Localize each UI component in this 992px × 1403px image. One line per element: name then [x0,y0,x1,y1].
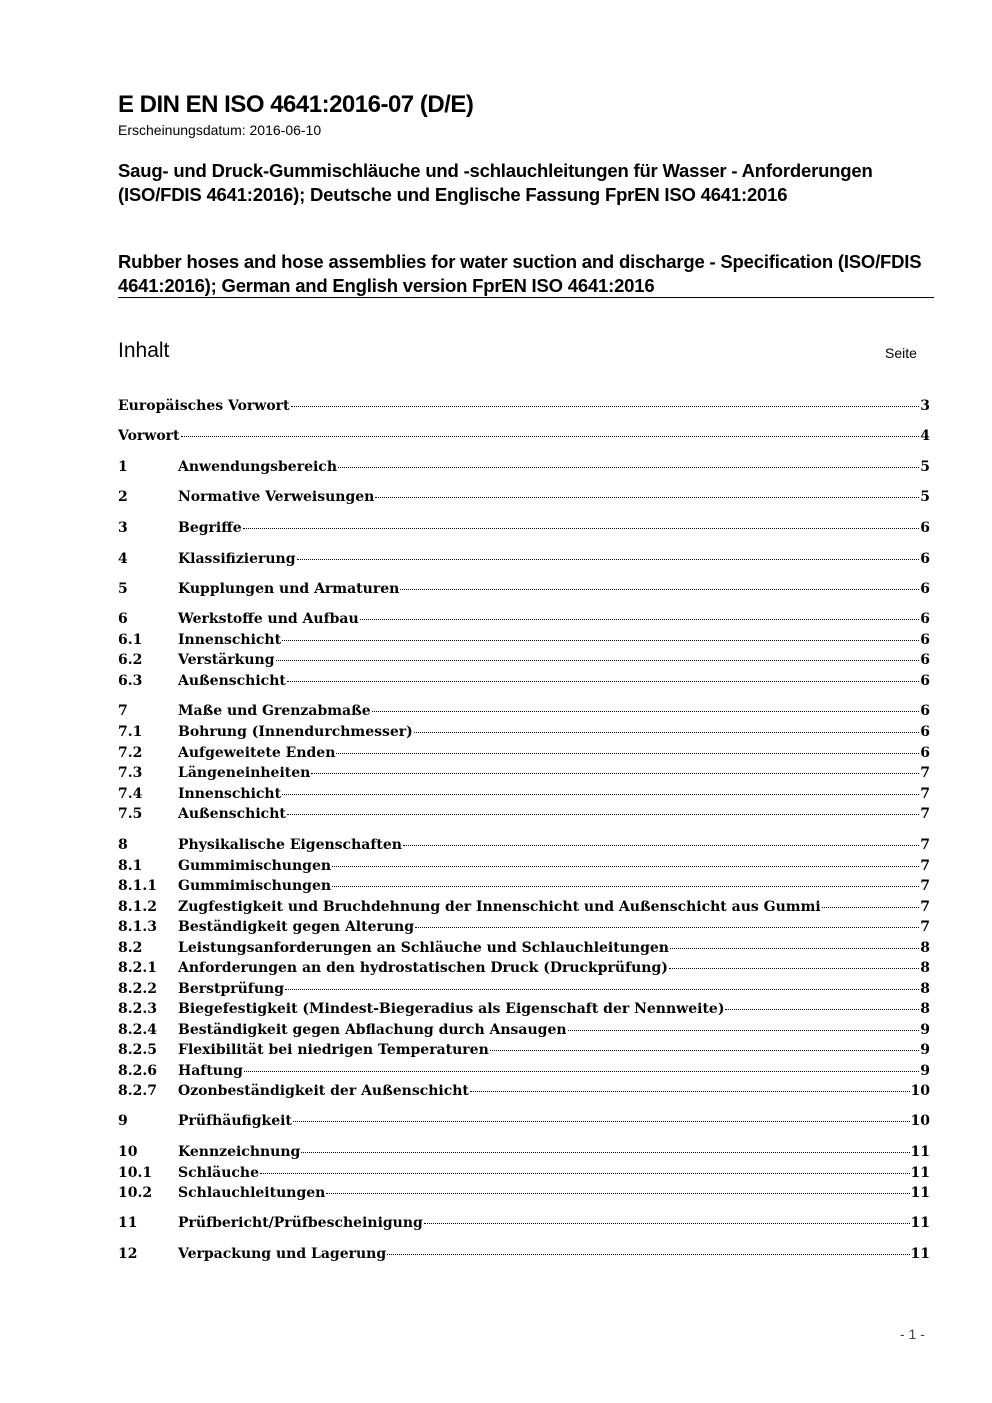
toc-entry[interactable] [118,958,930,978]
toc-entry-title: Leistungsanforderungen an Schläuche und Schlauchleitungen [178,940,669,956]
toc-entry[interactable] [118,457,930,477]
toc-entry-page: 6 [920,652,930,668]
toc-entry-title: Verpackung und Lagerung [178,1246,387,1262]
toc-entry-page: 11 [910,1165,930,1181]
toc-entry-number: 9 [118,1113,128,1129]
toc-entry-number: 8.2.4 [118,1022,157,1038]
toc-entry-page: 5 [920,489,930,505]
toc-entry-page: 10 [910,1113,930,1129]
page-number: - 1 - [900,1326,925,1342]
toc-entry-page: 7 [920,858,930,874]
toc-entry[interactable] [118,835,930,855]
toc-entry-page: 6 [920,551,930,567]
toc-dot-leader [360,619,920,620]
toc-entry-page: 7 [920,878,930,894]
toc-entry-title: Kupplungen und Armaturen [178,581,400,597]
toc-entry-title: Flexibilität bei niedrigen Temperaturen [178,1042,489,1058]
toc-entry-number: 10 [118,1144,138,1160]
toc-dot-leader [326,1193,909,1194]
toc-entry[interactable] [118,1111,930,1131]
toc-entry-title: Verstärkung [178,652,275,668]
toc-dot-leader [244,1071,919,1072]
toc-entry-title: Vorwort [118,428,180,444]
toc-entry[interactable] [118,743,930,763]
toc-entry-page: 3 [920,398,930,414]
toc-entry-number: 8.1.1 [118,878,157,894]
publication-date: Erscheinungsdatum: 2016-06-10 [118,122,322,138]
toc-dot-leader [670,948,919,949]
toc-entry-number: 6.2 [118,652,143,668]
toc-entry-page: 9 [920,1022,930,1038]
toc-entry-page: 8 [920,940,930,956]
toc-entry[interactable] [118,701,930,721]
toc-dot-leader [301,1152,909,1153]
toc-entry-page: 8 [920,1001,930,1017]
toc-entry-number: 8.2.7 [118,1083,157,1099]
toc-entry-title: Kennzeichnung [178,1144,301,1160]
toc-entry-page: 6 [920,520,930,536]
toc-entry-number: 8 [118,837,128,853]
toc-dot-leader [260,1173,910,1174]
toc-entry-number: 8.2.1 [118,960,157,976]
toc-entry-number: 8.2 [118,940,143,956]
toc-dot-leader [400,589,919,590]
toc-entry-title: Prüfbericht/Prüfbescheinigung [178,1215,423,1231]
toc-entry-page: 4 [920,428,930,444]
toc-entry[interactable] [118,1244,930,1264]
toc-entry-title: Biegefestigkeit (Mindest-Biegeradius als Eigenschaft der Nennweite) [178,1001,725,1017]
toc-dot-leader [403,845,919,846]
toc-entry[interactable] [118,1163,930,1183]
toc-dot-leader [285,989,919,990]
toc-entry[interactable] [118,650,930,670]
toc-entry-title: Ozonbeständigkeit der Außenschicht [178,1083,469,1099]
toc-entry[interactable] [118,609,930,629]
toc-entry[interactable] [118,1040,930,1060]
toc-entry-number: 10.2 [118,1185,153,1201]
toc-entry[interactable] [118,1061,930,1081]
toc-entry-page: 8 [920,960,930,976]
toc-entry-page: 10 [910,1083,930,1099]
toc-entry-number: 8.1 [118,858,143,874]
toc-entry-number: 8.2.5 [118,1042,157,1058]
toc-entry-number: 7 [118,703,128,719]
document-title: E DIN EN ISO 4641:2016-07 (D/E) [118,91,474,118]
toc-entry-title: Gummimischungen [178,858,332,874]
toc-entry-number: 10.1 [118,1165,153,1181]
toc-entry-number: 7.5 [118,806,143,822]
toc-entry-page: 8 [920,981,930,997]
toc-entry-title: Berstprüfung [178,981,284,997]
toc-entry-title: Europäisches Vorwort [118,398,290,414]
toc-entry-page: 6 [920,703,930,719]
toc-entry-title: Normative Verweisungen [178,489,375,505]
toc-entry-page: 6 [920,632,930,648]
toc-entry-title: Physikalische Eigenschaften [178,837,402,853]
toc-entry-title: Aufgeweitete Enden [178,745,336,761]
toc-dot-leader [669,968,919,969]
toc-entry-number: 8.2.3 [118,1001,157,1017]
toc-dot-leader [332,866,919,867]
toc-dot-leader [282,640,919,641]
toc-entry-title: Gummimischungen [178,878,332,894]
toc-entry-page: 7 [920,899,930,915]
toc-dot-leader [287,814,919,815]
toc-dot-leader [297,559,920,560]
toc-entry-title: Beständigkeit gegen Abflachung durch Ansaugen [178,1022,567,1038]
toc-entry-title: Bohrung (Innendurchmesser) [178,724,413,740]
toc-heading: Inhalt [118,339,170,362]
toc-dot-leader [336,753,919,754]
toc-entry[interactable] [118,804,930,824]
toc-entry[interactable] [118,722,930,742]
toc-entry-title: Prüfhäufigkeit [178,1113,292,1129]
toc-entry-number: 7.2 [118,745,143,761]
toc-entry-title: Anforderungen an den hydrostatischen Druck (Druckprüfung) [178,960,668,976]
toc-entry-number: 8.1.3 [118,919,157,935]
toc-entry-page: 7 [920,919,930,935]
toc-dot-leader [568,1030,920,1031]
toc-entry-page: 11 [910,1144,930,1160]
toc-dot-leader [725,1009,919,1010]
toc-dot-leader [414,732,919,733]
toc-entry[interactable] [118,630,930,650]
toc-entry-page: 6 [920,745,930,761]
toc-entry-number: 6.3 [118,673,143,689]
toc-entry-number: 5 [118,581,128,597]
toc-entry-page: 9 [920,1042,930,1058]
toc-entry[interactable] [118,1081,930,1101]
toc-entry-title: Haftung [178,1063,243,1079]
toc-entry[interactable] [118,876,930,896]
title-english: Rubber hoses and hose assemblies for water suction and discharge - Specification (ISO/FDIS 4641:2016); German and English version FprEN ISO 4641:2016 [118,251,922,296]
toc-dot-leader [282,794,919,795]
toc-dot-leader [287,681,919,682]
toc-dot-leader [311,773,919,774]
toc-entry-number: 6.1 [118,632,143,648]
toc-entry-page: 11 [910,1215,930,1231]
toc-dot-leader [375,497,919,498]
toc-entry-number: 8.2.6 [118,1063,157,1079]
toc-entry-number: 7.4 [118,786,143,802]
toc-dot-leader [338,467,919,468]
toc-page-label: Seite [885,345,917,361]
toc-entry-title: Außenschicht [178,673,286,689]
toc-entry-number: 8.2.2 [118,981,157,997]
toc-entry[interactable] [118,917,930,937]
toc-entry-page: 5 [920,459,930,475]
toc-entry-title: Außenschicht [178,806,286,822]
toc-entry-page: 7 [920,806,930,822]
toc-entry-number: 7.3 [118,765,143,781]
toc-entry[interactable] [118,938,930,958]
toc-entry-number: 2 [118,489,128,505]
toc-entry-page: 9 [920,1063,930,1079]
toc-dot-leader [332,886,919,887]
toc-entry-page: 7 [920,837,930,853]
toc-entry[interactable] [118,487,930,507]
toc-entry-page: 6 [920,581,930,597]
toc-entry-number: 8.1.2 [118,899,157,915]
toc-entry-title: Begriffe [178,520,242,536]
toc-entry[interactable] [118,549,930,569]
toc-dot-leader [181,436,920,437]
toc-entry-title: Längeneinheiten [178,765,311,781]
toc-dot-leader [822,907,920,908]
toc-entry-title: Klassifizierung [178,551,296,567]
toc-entry-title: Zugfestigkeit und Bruchdehnung der Innenschicht und Außenschicht aus Gummi [178,899,821,915]
toc-entry[interactable] [118,1183,930,1203]
toc-entry[interactable] [118,426,930,446]
toc-entry[interactable] [118,671,930,691]
title-german: Saug- und Druck-Gummischläuche und -schlauchleitungen für Wasser - Anforderungen (ISO/FDIS 4641:2016); Deutsche und Englische Fassung FprEN ISO 4641:2016 [118,160,873,205]
toc-entry-page: 7 [920,786,930,802]
toc-entry-number: 3 [118,520,128,536]
toc-entry[interactable] [118,579,930,599]
toc-entry-number: 4 [118,551,128,567]
toc-dot-leader [293,1121,910,1122]
toc-entry-number: 7.1 [118,724,143,740]
toc-dot-leader [470,1091,910,1092]
toc-dot-leader [276,660,920,661]
toc-entry-title: Schlauchleitungen [178,1185,326,1201]
toc-entry-number: 12 [118,1246,138,1262]
toc-entry[interactable] [118,979,930,999]
toc-dot-leader [490,1050,919,1051]
toc-entry-number: 1 [118,459,128,475]
toc-dot-leader [291,406,920,407]
toc-entry-title: Maße und Grenzabmaße [178,703,371,719]
toc-entry-page: 6 [920,724,930,740]
toc-entry-number: 11 [118,1215,138,1231]
toc-entry[interactable] [118,518,930,538]
toc-dot-leader [415,927,919,928]
toc-entry-page: 11 [910,1185,930,1201]
toc-entry[interactable] [118,1213,930,1233]
toc-entry-page: 6 [920,673,930,689]
toc-entry-title: Innenschicht [178,632,282,648]
toc-entry[interactable] [118,999,930,1019]
toc-entry[interactable] [118,763,930,783]
toc-dot-leader [372,711,920,712]
toc-entry-title: Innenschicht [178,786,282,802]
toc-entry[interactable] [118,784,930,804]
toc-entry-title: Anwendungsbereich [178,459,337,475]
toc-entry-number: 6 [118,611,128,627]
toc-entry-page: 11 [910,1246,930,1262]
title-divider [118,297,934,298]
toc-entry[interactable] [118,1020,930,1040]
toc-entry[interactable] [118,856,930,876]
toc-entry-title: Werkstoffe und Aufbau [178,611,359,627]
toc-entry[interactable] [118,396,930,416]
toc-entry[interactable] [118,1142,930,1162]
toc-entry-page: 6 [920,611,930,627]
toc-entry-page: 7 [920,765,930,781]
toc-dot-leader [243,528,920,529]
toc-dot-leader [387,1254,909,1255]
toc-entry-title: Schläuche [178,1165,259,1181]
toc-entry-title: Beständigkeit gegen Alterung [178,919,415,935]
toc-entry[interactable] [118,897,930,917]
toc-dot-leader [424,1223,910,1224]
